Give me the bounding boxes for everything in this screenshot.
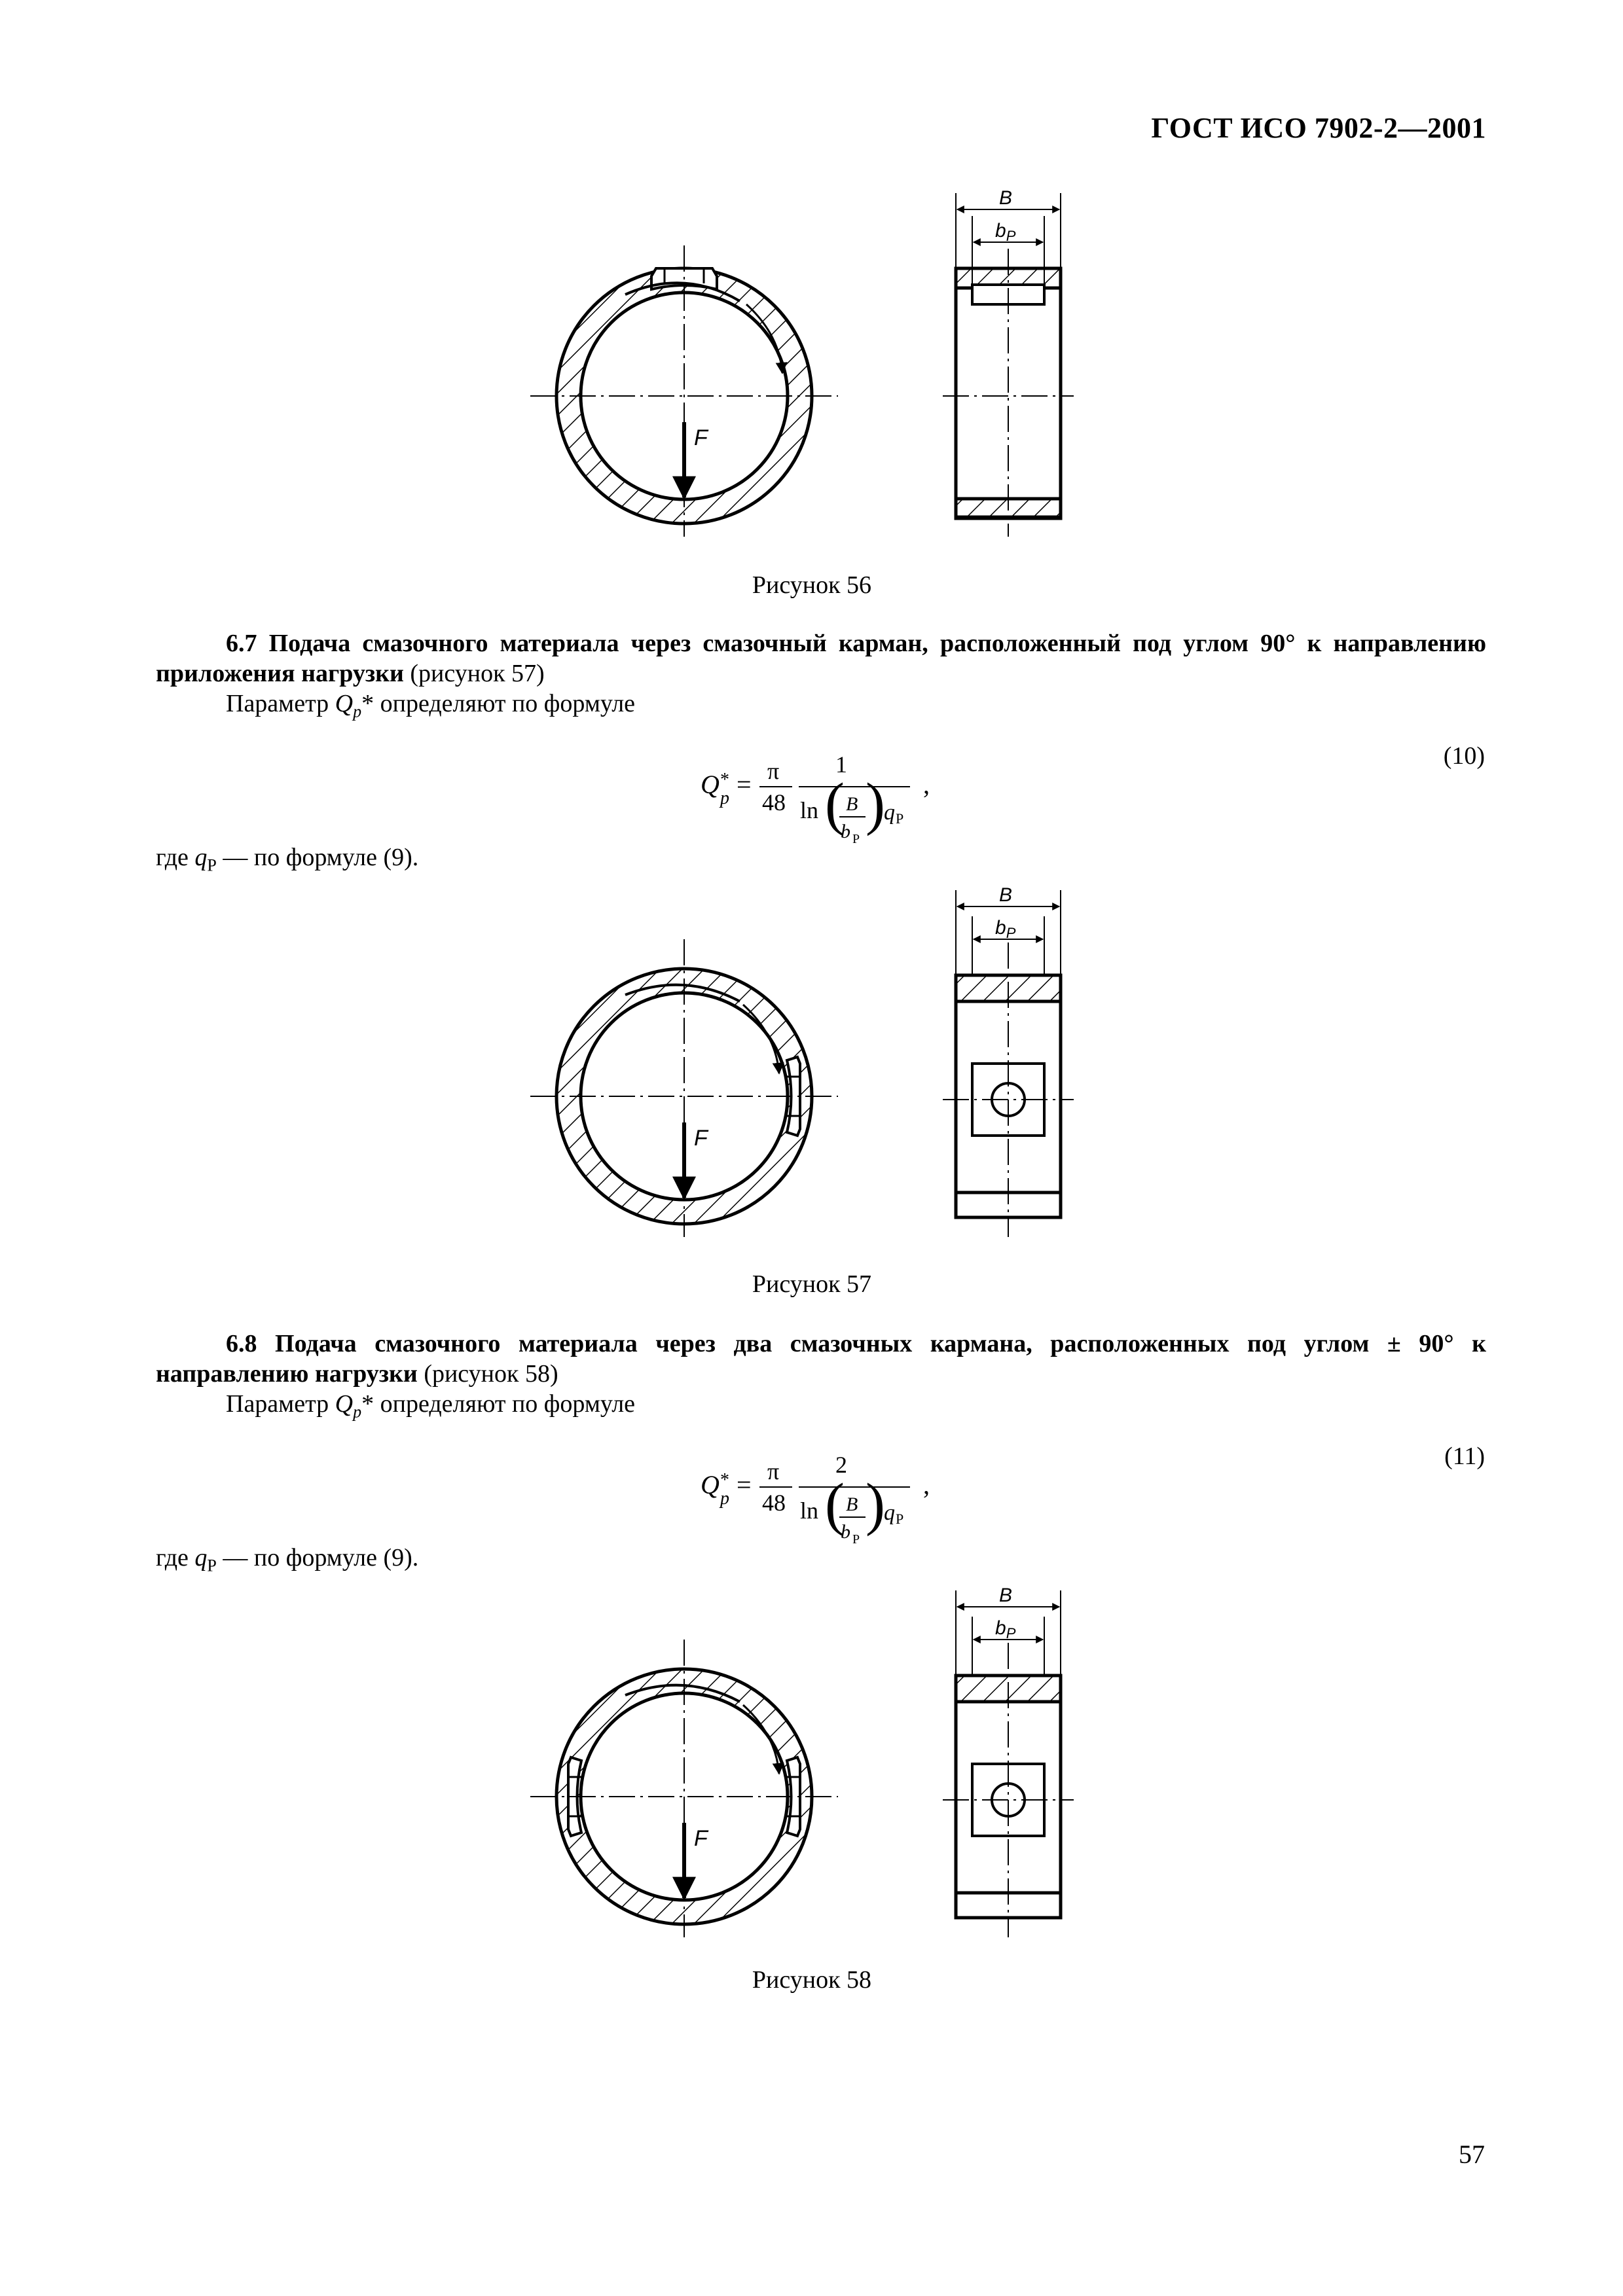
page-number: 57 (1459, 2140, 1485, 2169)
svg-text:48: 48 (762, 1490, 786, 1516)
svg-text:): ) (866, 772, 885, 836)
eq-number-11: (11) (1444, 1443, 1485, 1470)
svg-text:b: b (841, 821, 850, 842)
svg-text:q: q (884, 1501, 895, 1525)
document-header: ГОСТ ИСО 7902-2—2001 (1151, 112, 1486, 144)
bearing-front-view (530, 1640, 838, 1937)
section-6-8-where: где $q_P$ — по формуле (9). (156, 1544, 419, 1575)
bearing-side-view (943, 1585, 1074, 1937)
svg-text:P: P (896, 1511, 904, 1527)
section-6-7-param-line: Параметр $Q_p*$ определяют по формуле (226, 690, 636, 721)
figure-58 (484, 1577, 1139, 1944)
section-6-7-where: где $q_P$ — по формуле (9). (156, 844, 419, 875)
formula-10 (694, 740, 956, 857)
load-label: F (694, 1826, 708, 1851)
load-label: F (694, 425, 708, 450)
dim-B-label: B (999, 884, 1013, 906)
eq-number-10: (10) (1443, 742, 1485, 770)
bearing-side-view (943, 187, 1074, 537)
svg-text:,: , (923, 1470, 930, 1499)
svg-text:=: = (737, 1470, 752, 1499)
svg-text:): ) (866, 1472, 885, 1537)
section-6-7-heading: 6.7 Подача смазочного материала через смазочный карман, расположенный под углом 90° к направлению приложения нагрузки (рисунок 57) (156, 630, 1486, 687)
svg-text:=: = (737, 770, 752, 799)
svg-text:q: q (884, 800, 895, 825)
svg-text:p: p (720, 1488, 729, 1509)
svg-text:(: ( (825, 772, 845, 836)
svg-text:π: π (767, 758, 780, 784)
section-6-8-param-line: Параметр $Q_p*$ определяют по формуле (226, 1390, 636, 1422)
svg-text:1: 1 (835, 751, 847, 778)
svg-text:P: P (852, 832, 860, 846)
svg-text:,: , (923, 770, 930, 799)
svg-text:2: 2 (835, 1452, 847, 1478)
dim-bP-label: $b_P$ (995, 1617, 1016, 1641)
svg-text:*: * (720, 770, 729, 790)
svg-text:π: π (767, 1458, 780, 1484)
figure-56 (484, 177, 1139, 543)
svg-text:*: * (720, 1470, 729, 1490)
svg-text:(: ( (825, 1472, 845, 1537)
svg-text:Q: Q (701, 770, 720, 799)
svg-text:B: B (846, 1494, 858, 1515)
load-label: F (694, 1126, 708, 1151)
section-6-8-heading: 6.8 Подача смазочного материала через два смазочных кармана, расположенных под углом ± 90° к направлению нагрузки (рисунок 58) (156, 1330, 1486, 1388)
figure-57-caption: Рисунок 57 (752, 1270, 872, 1298)
dim-B-label: B (999, 1585, 1013, 1606)
svg-text:p: p (720, 788, 729, 808)
dim-bP-label: $b_P$ (995, 917, 1016, 941)
figure-56-caption: Рисунок 56 (752, 571, 872, 599)
figure-57 (484, 877, 1139, 1244)
figure-58-caption: Рисунок 58 (752, 1966, 872, 1994)
svg-text:P: P (896, 810, 904, 827)
svg-text:b: b (841, 1521, 850, 1543)
bearing-side-view (943, 884, 1074, 1237)
svg-text:P: P (852, 1532, 860, 1547)
svg-text:Q: Q (701, 1470, 720, 1499)
bearing-front-view (530, 939, 838, 1237)
svg-text:ln: ln (800, 797, 819, 823)
dim-B-label: B (999, 187, 1013, 209)
bearing-front-view (530, 245, 838, 537)
svg-text:48: 48 (762, 789, 786, 816)
svg-text:B: B (846, 793, 858, 815)
dim-bP-label: $b_P$ (995, 220, 1016, 244)
formula-11 (694, 1440, 956, 1558)
svg-text:ln: ln (800, 1498, 819, 1524)
